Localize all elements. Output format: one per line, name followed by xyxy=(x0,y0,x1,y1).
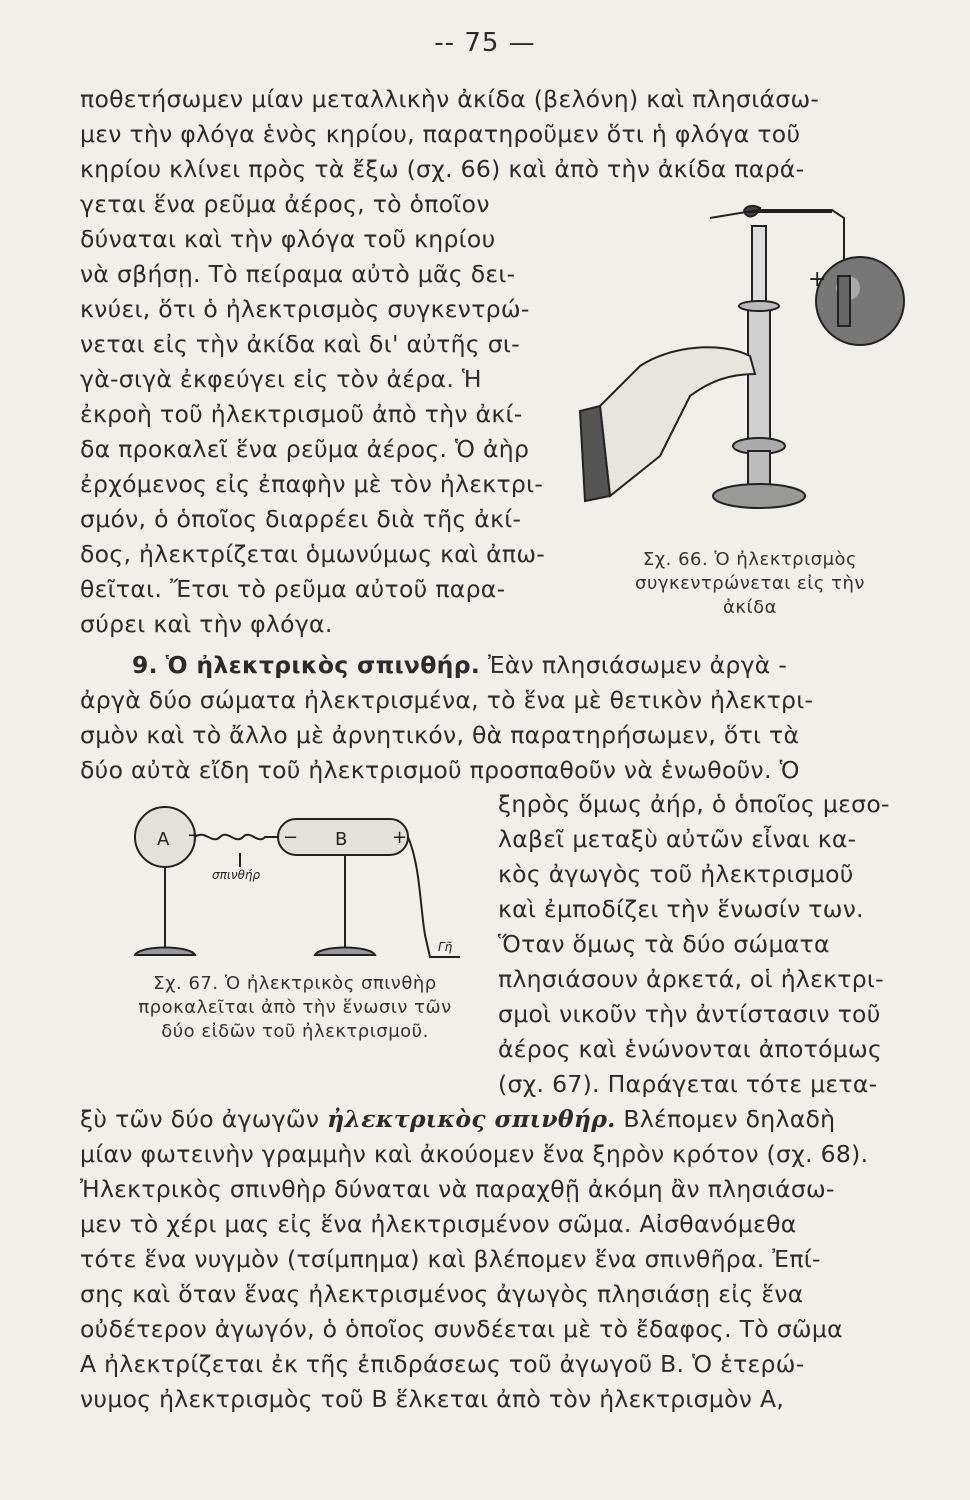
label-b-minus: − xyxy=(283,827,299,848)
text-line: ἐρχόμενος εἰς ἐπαφὴν μὲ τὸν ἠλεκτρι- xyxy=(80,470,544,498)
page-number: -- 75 — xyxy=(434,28,536,58)
text-line: μίαν φωτεινὴν γραμμὴν καὶ ἀκούομεν ἕνα ξηρὸν κρότον (σχ. 68). xyxy=(80,1140,869,1168)
text-line: γεται ἕνα ρεῦμα ἀέρος, τὸ ὁποῖον xyxy=(80,190,490,218)
text-line: κηρίου κλίνει πρὸς τὰ ἔξω (σχ. 66) καὶ ἀπὸ τὴν ἀκίδα παρά- xyxy=(80,155,805,183)
text-line: κνύει, ὅτι ὁ ἠλεκτρισμὸς συγκεντρώ- xyxy=(80,295,530,323)
heading-rest: Ἐὰν πλησιάσωμεν ἀργὰ - xyxy=(487,651,788,679)
charged-sphere xyxy=(816,257,904,345)
figure-66-caption xyxy=(585,548,915,620)
figure-67-illustration xyxy=(120,805,480,975)
text-line: θεῖται. Ἔτσι τὸ ρεῦμα αὐτοῦ παρα- xyxy=(80,575,506,603)
text-line: ξηρὸς ὅμως ἀήρ, ὁ ὁποῖος μεσο- xyxy=(498,790,890,818)
caption-line: ἀκίδα xyxy=(723,597,777,618)
text-line: Ὅταν ὅμως τὰ δύο σώματα xyxy=(498,930,830,958)
caption-line: δύο εἰδῶν τοῦ ἠλεκτρισμοῦ. xyxy=(161,1021,429,1042)
section-number: 9. xyxy=(132,651,158,679)
section-title: Ὁ ἠλεκτρικὸς σπινθήρ. xyxy=(165,651,481,679)
text-line: νεται εἰς τὴν ἀκίδα καὶ δι' αὐτῆς σι- xyxy=(80,330,520,358)
section-heading-line xyxy=(132,648,787,682)
label-a: Α xyxy=(157,829,170,850)
text-line: γὰ-σιγὰ ἐκφεύγει εἰς τὸν ἀέρα. Ἡ xyxy=(80,365,482,393)
text-line: οὐδέτερον ἀγωγόν, ὁ ὁποῖος συνδέεται μὲ τὸ ἔδαφος. Τὸ σῶμα xyxy=(80,1315,843,1343)
text-line: πλησιάσουν ἀρκετά, οἱ ἠλεκτρι- xyxy=(498,965,884,993)
label-b-plus: + xyxy=(392,827,408,848)
text-line: νυμος ἠλεκτρισμὸς τοῦ Β ἕλκεται ἀπὸ τὸν ἠλεκτρισμὸν Α, xyxy=(80,1385,785,1413)
text-line: ἀέρος καὶ ἑνώνονται ἀποτόμως xyxy=(498,1035,883,1063)
text-line: σμοὶ νικοῦν τὴν ἀντίστασιν τοῦ xyxy=(498,1000,881,1028)
text-line: δα προκαλεῖ ἕνα ρεῦμα ἀέρος. Ὁ ἀὴρ xyxy=(80,435,530,463)
text-line: ἀργὰ δύο σώματα ἠλεκτρισμένα, τὸ ἕνα μὲ θετικὸν ἠλεκτρι- xyxy=(80,686,814,714)
text-line: νὰ σβήσῃ. Τὸ πείραμα αὐτὸ μᾶς δει- xyxy=(80,260,516,288)
figure-67-caption xyxy=(100,972,490,1044)
spark-term: ἠλεκτρικὸς σπινθήρ. xyxy=(327,1105,616,1133)
text-line: δύο αὐτὰ εἴδη τοῦ ἠλεκτρισμοῦ προσπαθοῦν νὰ ἑνωθοῦν. Ὁ xyxy=(80,756,800,784)
text-line: ποθετήσωμεν μίαν μεταλλικὴν ἀκίδα (βελόνη) καὶ πλησιάσω- xyxy=(80,85,820,113)
caption-line: Σχ. 66. Ὁ ἠλεκτρισμὸς xyxy=(642,549,858,570)
candle xyxy=(752,226,766,306)
label-a-plus: + xyxy=(187,825,203,846)
spark-line-after: Βλέπομεν δηλαδὴ xyxy=(623,1105,836,1133)
text-line: Α ἠλεκτρίζεται ἐκ τῆς ἐπιδράσεως τοῦ ἀγωγοῦ Β. Ὁ ἑτερώ- xyxy=(80,1350,805,1378)
text-line-spark xyxy=(80,1102,835,1136)
figure-66-illustration xyxy=(580,196,910,536)
plus-sign: + xyxy=(808,267,827,292)
text-line: ἐκροὴ τοῦ ἠλεκτρισμοῦ ἀπὸ τὴν ἀκί- xyxy=(80,400,523,428)
text-line: σμόν, ὁ ὁποῖος διαρρέει διὰ τῆς ἀκί- xyxy=(80,505,522,533)
caption-line: Σχ. 67. Ὁ ἠλεκτρικὸς σπινθὴρ xyxy=(153,973,437,994)
text-line: λαβεῖ μεταξὺ αὐτῶν εἶναι κα- xyxy=(498,825,857,853)
text-line: (σχ. 67). Παράγεται τότε μετα- xyxy=(498,1070,878,1098)
text-line: δύναται καὶ τὴν φλόγα τοῦ κηρίου xyxy=(80,225,496,253)
text-line: σης καὶ ὅταν ἕνας ἠλεκτρισμένος ἀγωγὸς πλησιάσῃ εἰς ἕνα xyxy=(80,1280,804,1308)
ground-wire xyxy=(408,837,460,957)
label-ground: Γῆ xyxy=(438,940,453,954)
text-line: δος, ἠλεκτρίζεται ὁμωνύμως καὶ ἀπω- xyxy=(80,540,546,568)
caption-line: συγκεντρώνεται εἰς τὴν xyxy=(635,573,865,594)
text-line: μεν τὸ χέρι μας εἰς ἕνα ἠλεκτρισμένον σῶμα. Αἰσθανόμεθα xyxy=(80,1210,797,1238)
text-line: μεν τὴν φλόγα ἑνὸς κηρίου, παρατηροῦμεν ὅτι ἡ φλόγα τοῦ xyxy=(80,120,801,148)
candle-base xyxy=(713,484,805,508)
caption-line: προκαλεῖται ἀπὸ τὴν ἕνωσιν τῶν xyxy=(138,997,452,1018)
label-spark: σπινθήρ xyxy=(212,868,261,882)
spark-wire xyxy=(195,835,280,840)
text-line: κὸς ἀγωγὸς τοῦ ἠλεκτρισμοῦ xyxy=(498,860,854,888)
hand xyxy=(600,347,755,496)
spark-line-before: ξὺ τῶν δύο ἀγωγῶν xyxy=(80,1105,320,1133)
text-line: Ἠλεκτρικὸς σπινθὴρ δύναται νὰ παραχθῇ ἀκόμη ἂν πλησιάσω- xyxy=(80,1175,835,1203)
text-line: τότε ἕνα νυγμὸν (τσίμπημα) καὶ βλέπομεν ἕνα σπινθῆρα. Ἐπί- xyxy=(80,1245,821,1273)
text-line: σμὸν καὶ τὸ ἄλλο μὲ ἀρνητικόν, θὰ παρατηρήσωμεν, ὅτι τὰ xyxy=(80,721,800,749)
text-line: καὶ ἐμποδίζει τὴν ἕνωσίν των. xyxy=(498,895,864,923)
label-b: Β xyxy=(335,829,348,850)
text-line: σύρει καὶ τὴν φλόγα. xyxy=(80,610,333,638)
